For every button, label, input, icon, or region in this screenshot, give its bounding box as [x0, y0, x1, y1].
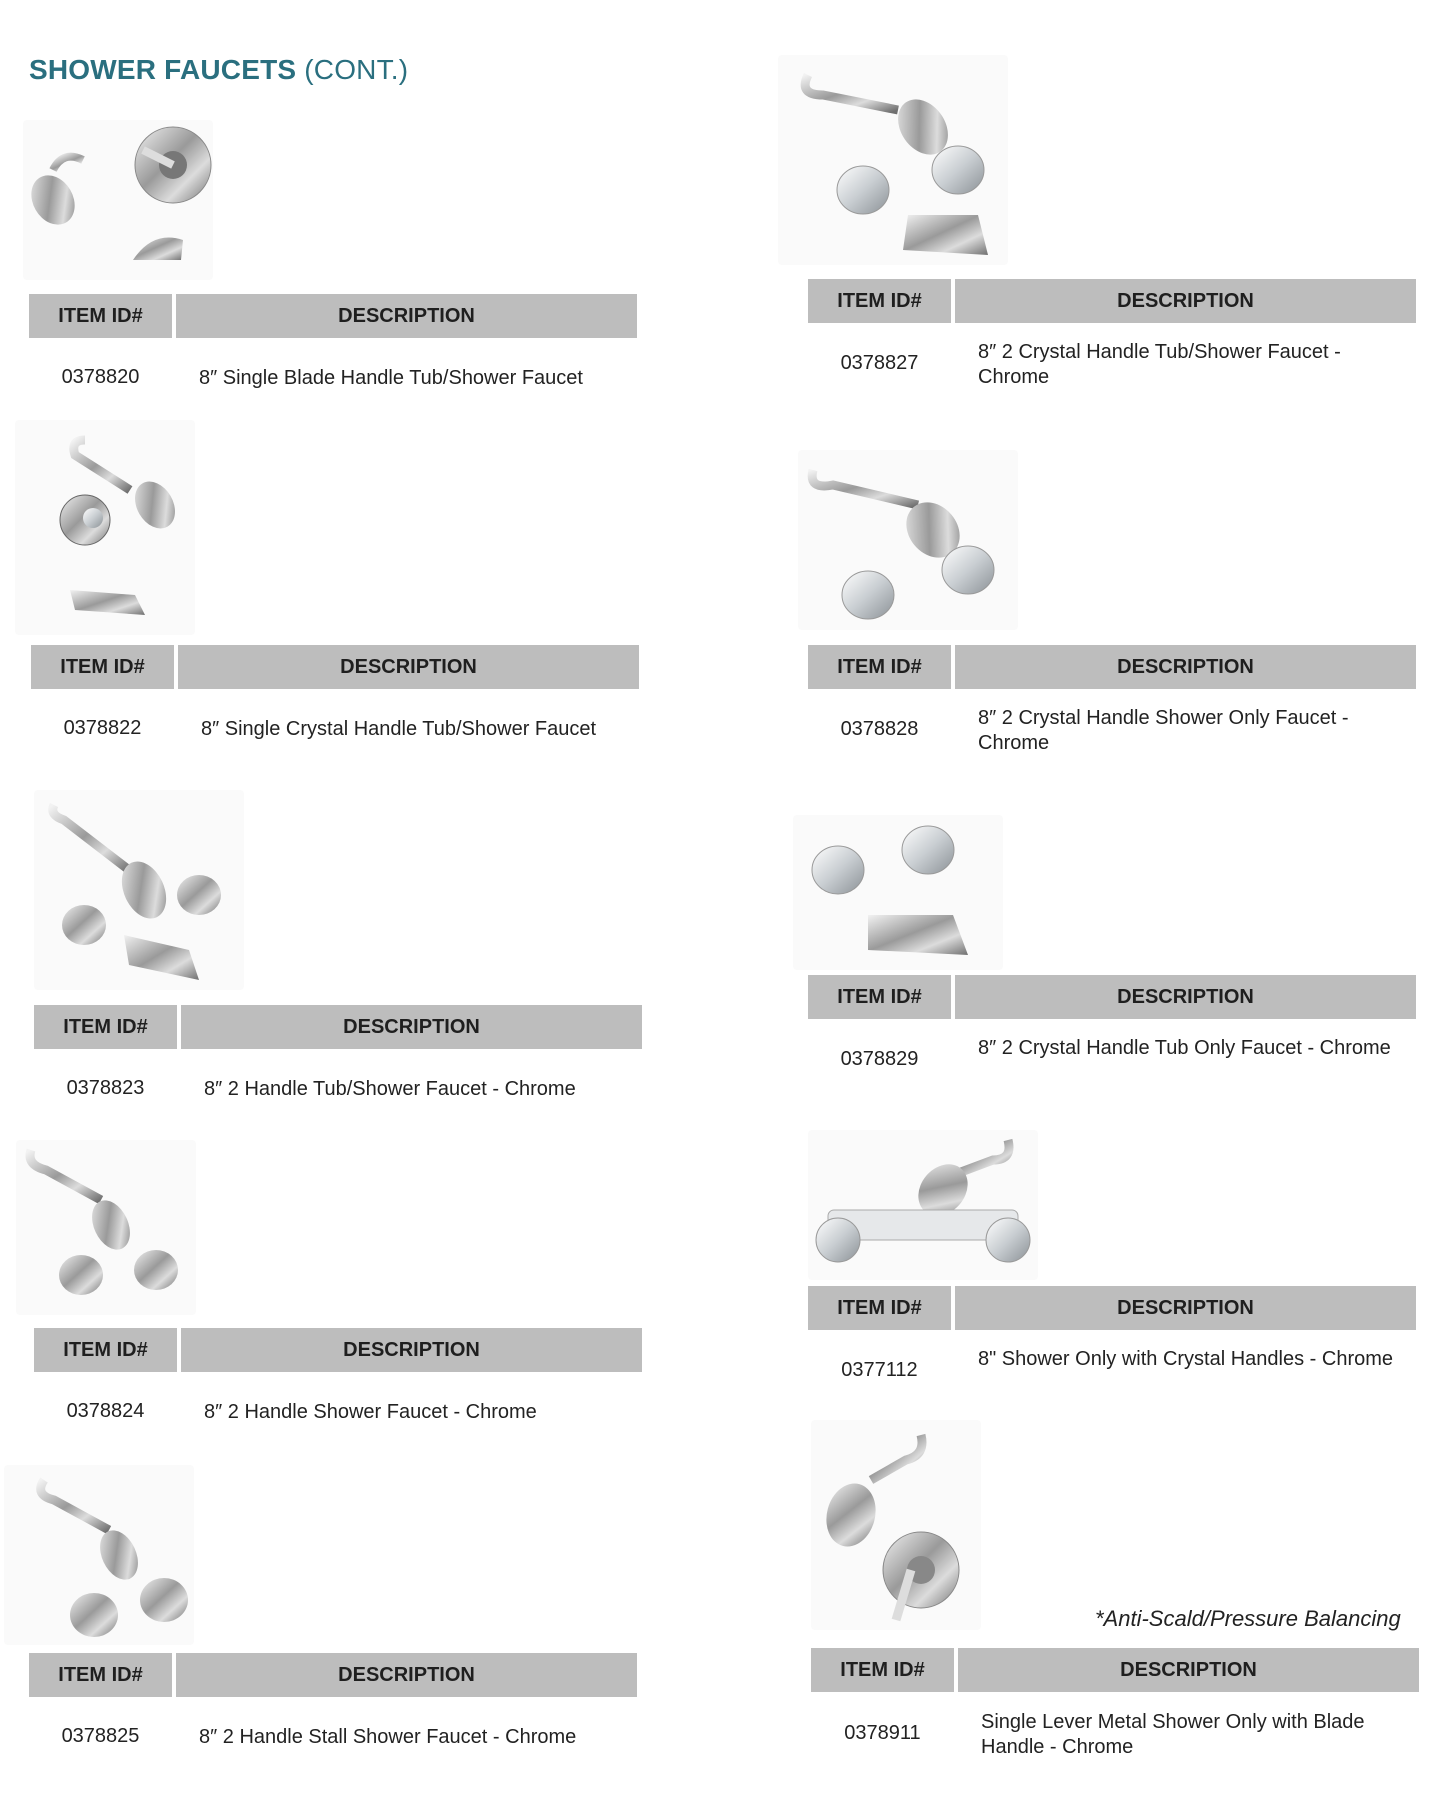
description-header: DESCRIPTION [181, 1005, 642, 1049]
page-title [29, 54, 408, 86]
product-image [808, 1130, 1038, 1280]
anti-scald-note: *Anti-Scald/Pressure Balancing [1095, 1606, 1401, 1631]
item-id-header: ITEM ID# [808, 645, 951, 689]
table-header [29, 294, 637, 338]
item-description: 8" Shower Only with Crystal Handles - Chrome [978, 1348, 1394, 1370]
product-image [811, 1420, 981, 1630]
item-id-header: ITEM ID# [808, 975, 951, 1019]
item-description: 8″ 2 Handle Tub/Shower Faucet - Chrome [204, 1078, 576, 1100]
item-id: 0378824 [66, 1400, 145, 1422]
product-image [778, 55, 1008, 265]
product-image [16, 1140, 196, 1315]
title-cont: (CONT.) [304, 54, 409, 85]
description-header: DESCRIPTION [955, 975, 1416, 1019]
product-image [4, 1465, 194, 1645]
description-header: DESCRIPTION [176, 294, 637, 338]
item-id: 0378828 [840, 718, 919, 740]
item-description: 8″ 2 Crystal Handle Tub/Shower Faucet - Chrome [978, 341, 1341, 388]
item-id: 0378822 [63, 717, 142, 739]
title-main: SHOWER FAUCETS [29, 54, 297, 85]
item-id-header: ITEM ID# [811, 1648, 954, 1692]
table-header [808, 1286, 1416, 1330]
description-header: DESCRIPTION [955, 1286, 1416, 1330]
table-header [808, 645, 1416, 689]
table-header [31, 645, 639, 689]
item-id-header: ITEM ID# [808, 279, 951, 323]
item-description: 8″ 2 Crystal Handle Tub Only Faucet - Chrome [978, 1037, 1391, 1059]
item-id-header: ITEM ID# [808, 1286, 951, 1330]
table-header [811, 1648, 1419, 1692]
product-image [15, 420, 195, 635]
table-header [34, 1005, 642, 1049]
item-id-header: ITEM ID# [31, 645, 174, 689]
item-id-header: ITEM ID# [34, 1328, 177, 1372]
table-header [808, 279, 1416, 323]
item-id-header: ITEM ID# [29, 294, 172, 338]
item-id: 0378827 [840, 352, 919, 374]
product-image [23, 120, 213, 280]
item-description: 8″ 2 Handle Shower Faucet - Chrome [204, 1401, 537, 1423]
item-description: Single Lever Metal Shower Only with Blade Handle - Chrome [981, 1711, 1365, 1758]
item-id: 0378820 [61, 366, 140, 388]
table-header [808, 975, 1416, 1019]
table-header [29, 1653, 637, 1697]
item-description: 8″ 2 Crystal Handle Shower Only Faucet - Chrome [978, 707, 1349, 754]
item-id: 0378911 [844, 1722, 921, 1744]
item-id: 0378829 [840, 1048, 919, 1070]
description-header: DESCRIPTION [178, 645, 639, 689]
description-header: DESCRIPTION [176, 1653, 637, 1697]
product-image [798, 450, 1018, 630]
item-id: 0378823 [66, 1077, 145, 1099]
item-description: 8″ 2 Handle Stall Shower Faucet - Chrome [199, 1726, 577, 1748]
description-header: DESCRIPTION [955, 279, 1416, 323]
item-id-header: ITEM ID# [34, 1005, 177, 1049]
description-header: DESCRIPTION [958, 1648, 1419, 1692]
item-description: 8″ Single Blade Handle Tub/Shower Faucet [199, 367, 583, 389]
item-id: 0378825 [61, 1725, 140, 1747]
item-id-header: ITEM ID# [29, 1653, 172, 1697]
description-header: DESCRIPTION [181, 1328, 642, 1372]
product-image [793, 815, 1003, 970]
item-id: 0377112 [841, 1359, 918, 1381]
product-image [34, 790, 244, 990]
description-header: DESCRIPTION [955, 645, 1416, 689]
item-description: 8″ Single Crystal Handle Tub/Shower Faucet [201, 718, 597, 740]
table-header [34, 1328, 642, 1372]
